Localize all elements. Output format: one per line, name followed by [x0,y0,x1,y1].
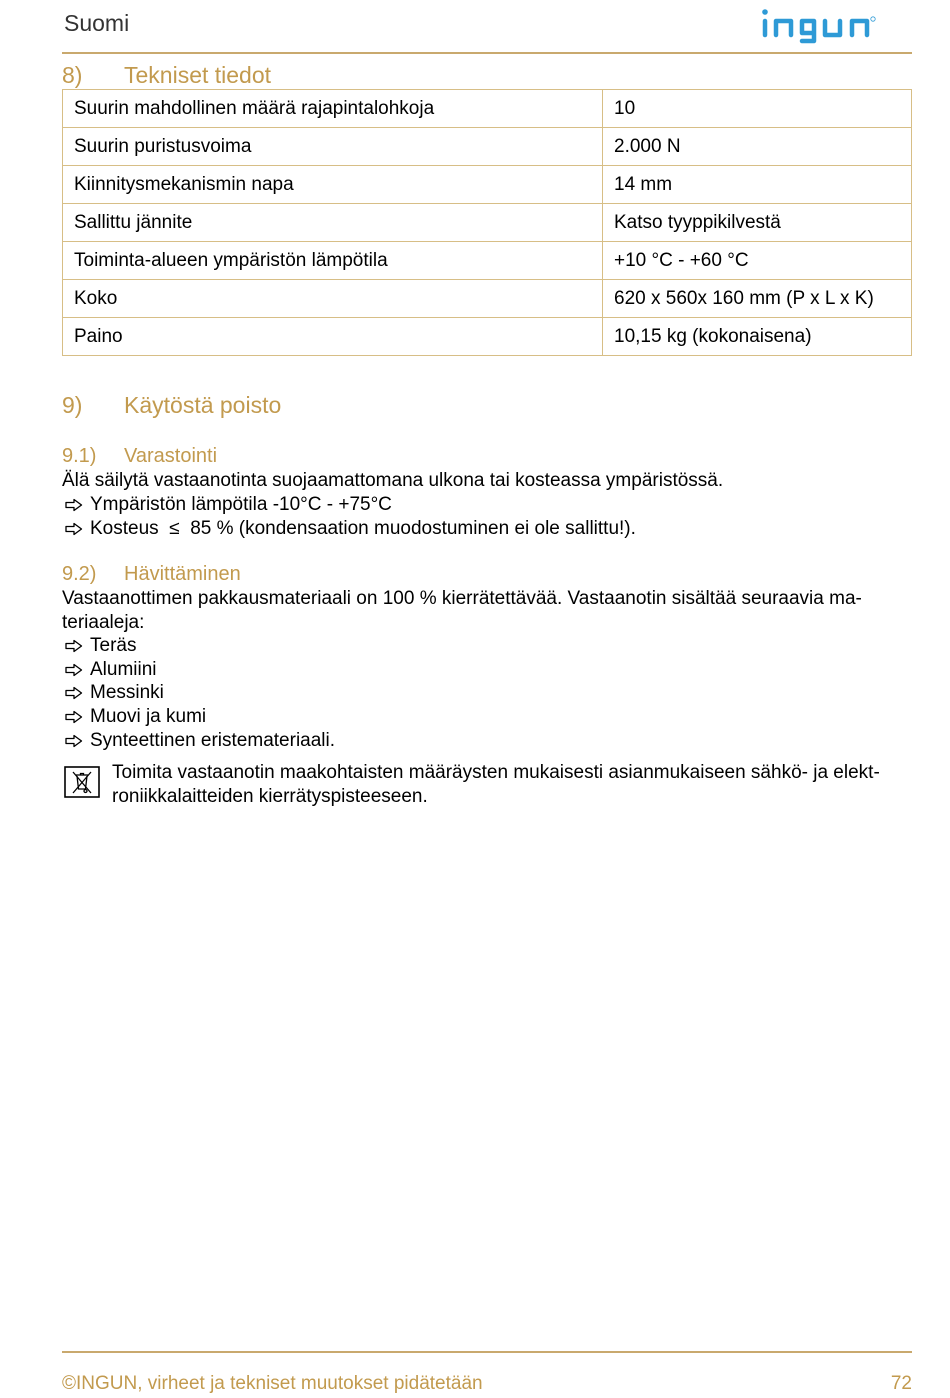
section-9-heading [62,392,281,419]
disposal-notice [112,761,912,809]
table-row [63,90,912,128]
arrow-right-icon [64,498,84,512]
spec-value-cell: +10 °C - +60 °C [603,242,912,280]
section-9-title: Käytöstä poisto [124,392,282,418]
section-9-2-heading [62,563,241,586]
disposal-notice-line-2: roniikkalaitteiden kierrätyspisteeseen. [112,786,428,807]
table-row [63,318,912,356]
arrow-right-icon [64,639,84,653]
list-item [62,517,636,541]
header-language: Suomi [64,10,130,36]
spec-label-cell: Paino [63,318,603,356]
section-9-1-heading [62,445,217,468]
section-9-1-number: 9.1) [62,445,97,467]
table-row [63,280,912,318]
arrow-right-icon [64,686,84,700]
list-item-text: Alumiini [90,658,157,680]
list-item [62,634,335,658]
arrow-right-icon [64,734,84,748]
table-row [63,166,912,204]
spec-value-cell: Katso tyyppikilvestä [603,204,912,242]
spec-label-cell: Suurin puristusvoima [63,128,603,166]
page-number: 72 [890,1373,912,1394]
table-row [63,128,912,166]
materials-list [62,634,335,752]
section-9-1-title: Varastointi [124,445,218,467]
list-item [62,681,335,705]
list-item-text: Ympäristön lämpötila -10°C - +75°C [90,494,392,515]
spec-value-cell: 2.000 N [603,128,912,166]
storage-conditions-list [62,493,636,540]
table-row [63,204,912,242]
section-9-2-title: Hävittäminen [124,563,241,585]
spec-label-cell: Suurin mahdollinen määrä rajapintalohkoja [63,90,603,128]
spec-value-cell: 620 x 560x 160 mm (P x L x K) [603,280,912,318]
spec-value-cell: 10 [603,90,912,128]
section-9-2-number: 9.2) [62,563,97,585]
section-9-number: 9) [62,392,83,418]
crossed-out-wheelie-bin-icon [64,766,100,798]
section-8-title: Tekniset tiedot [124,62,272,88]
footer-copyright: ©INGUN, virheet ja tekniset muutokset pidätetään [62,1373,483,1394]
list-item-text: Teräs [90,635,137,656]
spec-label-cell: Koko [63,280,603,318]
arrow-right-icon [64,710,84,724]
list-item [62,493,636,517]
section-8-number: 8) [62,62,83,88]
list-item-text: Muovi ja kumi [90,706,207,728]
list-item-text: Synteettinen eristemateriaali. [90,729,336,751]
list-item [62,705,335,729]
spec-label-cell: Toiminta-alueen ympäristön lämpötila [63,242,603,280]
list-item-text: Messinki [90,682,164,704]
spec-value-cell: 10,15 kg (kokonaisena) [603,318,912,356]
ingun-logo-icon [760,4,916,44]
spec-value-cell: 14 mm [603,166,912,204]
spec-label-cell: Sallittu jännite [63,204,603,242]
spec-label-cell: Kiinnitysmekanismin napa [63,166,603,204]
storage-paragraph: Älä säilytä vastaanotinta suojaamattomana ulkona tai kosteassa ympäristössä. [62,470,724,491]
list-item [62,658,335,682]
section-8-heading [62,62,271,89]
disposal-notice-line-1: Toimita vastaanotin maakohtaisten määräysten mukaisesti asianmukaiseen sähkö- ja elekt- [112,762,880,783]
disposal-paragraph [62,587,912,634]
disposal-paragraph-line-2: teriaaleja: [62,611,145,633]
arrow-right-icon [64,663,84,677]
list-item [62,729,335,753]
technical-data-table [62,89,912,356]
disposal-paragraph-line-1: Vastaanottimen pakkausmateriaali on 100 % kierrätettävää. Vastaanotin sisältää seuraavia ma- [62,588,862,609]
list-item-text: Kosteus ≤ 85 % (kondensaation muodostuminen ei ole sallittu!). [90,517,636,539]
header-divider [62,52,912,54]
table-row [63,242,912,280]
footer-divider [62,1351,912,1353]
arrow-right-icon [64,522,84,536]
